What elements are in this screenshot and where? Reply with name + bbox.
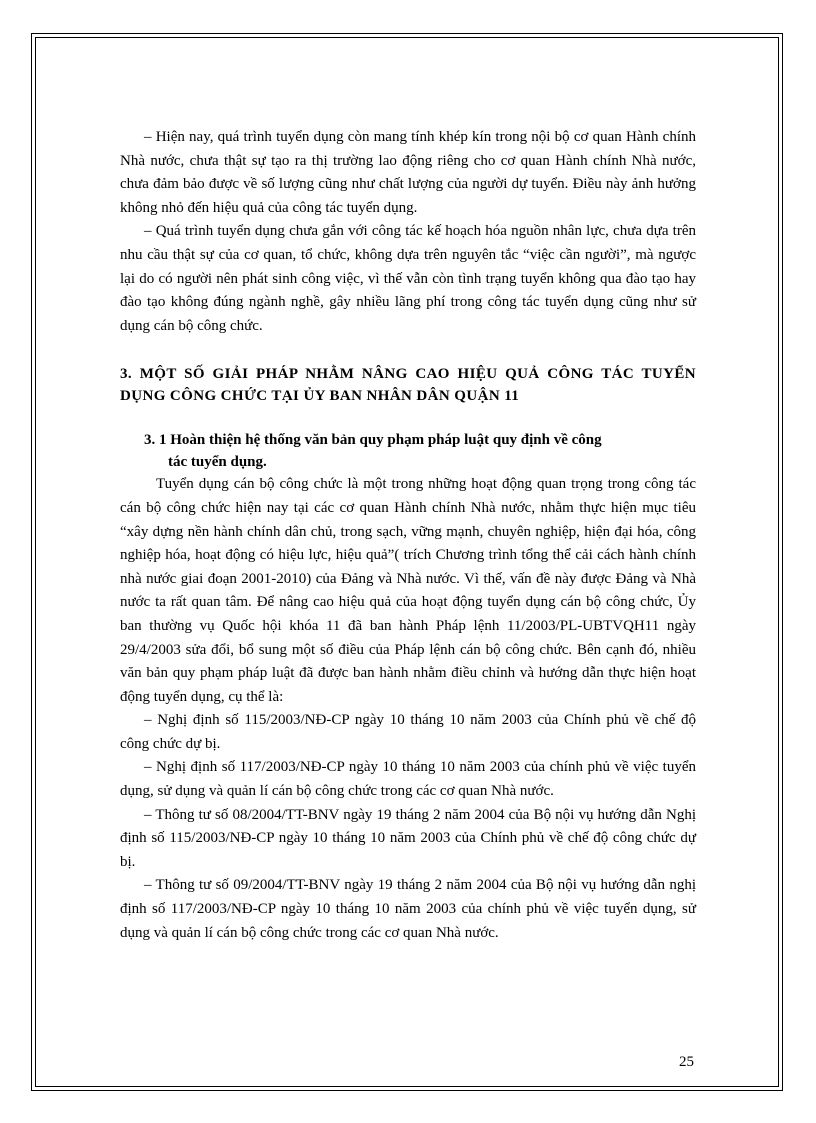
intro-paragraph-2: – Quá trình tuyển dụng chưa gắn với công tác kế hoạch hóa nguồn nhân lực, chưa dựa trên nhu cầu thật sự của cơ quan, tổ chức, không dựa trên nguyên tắc “việc cần người”, mà ngược lại do có người nên phát sinh công việc, vì thế vẫn còn tình trạng tuyển không qua đào tạo hay đào tạo không đúng ngành nghề, gây nhiều lãng phí trong công tác tuyển dụng cũng như sử dụng cán bộ công chức. bbox=[120, 223, 696, 334]
list-item: – Nghị định số 115/2003/NĐ-CP ngày 10 tháng 10 năm 2003 của Chính phủ về chế độ công chức dự bị. bbox=[120, 712, 696, 752]
document-body bbox=[120, 126, 696, 945]
list-item: – Thông tư số 08/2004/TT-BNV ngày 19 tháng 2 năm 2004 của Bộ nội vụ hướng dẫn Nghị định số 115/2003/NĐ-CP ngày 10 tháng 10 năm 2003 của Chính phủ về chế độ công chức dự bị. bbox=[120, 806, 696, 870]
subsection-heading-line1: 3. 1 Hoàn thiện hệ thống văn bản quy phạm pháp luật quy định về công bbox=[144, 432, 602, 449]
list-item: – Nghị định số 117/2003/NĐ-CP ngày 10 tháng 10 năm 2003 của chính phủ về việc tuyển dụng, sử dụng và quản lí cán bộ công chức trong các cơ quan Nhà nước. bbox=[120, 759, 696, 800]
subsection-heading bbox=[144, 429, 696, 473]
page-number: 25 bbox=[679, 1054, 694, 1070]
section-heading: 3. MỘT SỐ GIẢI PHÁP NHẰM NÂNG CAO HIỆU QUẢ CÔNG TÁC TUYỂN DỤNG CÔNG CHỨC TẠI ỦY BAN NHÂN DÂN QUẬN 11 bbox=[120, 366, 696, 405]
list-item: – Thông tư số 09/2004/TT-BNV ngày 19 tháng 2 năm 2004 của Bộ nội vụ hướng dẫn nghị định số 117/2003/NĐ-CP ngày 10 tháng 10 năm 2003 của chính phủ về việc tuyển dụng, sử dụng và quản lí cán bộ công chức trong các cơ quan Nhà nước. bbox=[120, 877, 696, 941]
subsection-heading-line2: tác tuyển dụng. bbox=[168, 454, 267, 471]
body-paragraph: Tuyển dụng cán bộ công chức là một trong những hoạt động quan trọng trong công tác cán bộ công chức hiện nay tại các cơ quan Hành chính Nhà nước, nhằm thực hiện mục tiêu “xây dựng nền hành chính dân chủ, trong sạch, vững mạnh, chuyên nghiệp, hiện đại hóa, công nghiệp hóa, hoạt động có hiệu lực, hiệu quả”( trích Chương trình tổng thể cải cách hành chính nhà nước giai đoạn 2001-2010) của Đảng và Nhà nước. Vì thế, vấn đề này được Đảng và Nhà nước ta rất quan tâm. Để nâng cao hiệu quả của hoạt động tuyển dụng cán bộ công chức, Ủy ban thường vụ Quốc hội khóa 11 đã ban hành Pháp lệnh 11/2003/PL-UBTVQH11 ngày 29/4/2003 sửa đổi, bổ sung một số điều của Pháp lệnh cán bộ công chức. Bên cạnh đó, nhiều văn bản quy phạm pháp luật đã được ban hành nhằm điều chỉnh và hướng dẫn thực hiện hoạt động tuyển dụng, cụ thể là: bbox=[120, 476, 696, 705]
intro-paragraph-1: – Hiện nay, quá trình tuyển dụng còn mang tính khép kín trong nội bộ cơ quan Hành chính Nhà nước, chưa thật sự tạo ra thị trường lao động riêng cho cơ quan Hành chính Nhà nước, chưa đảm bảo được về số lượng cũng như chất lượng của người dự tuyển. Điều này ảnh hưởng không nhỏ đến hiệu quả của công tác tuyển dụng. bbox=[120, 129, 696, 216]
